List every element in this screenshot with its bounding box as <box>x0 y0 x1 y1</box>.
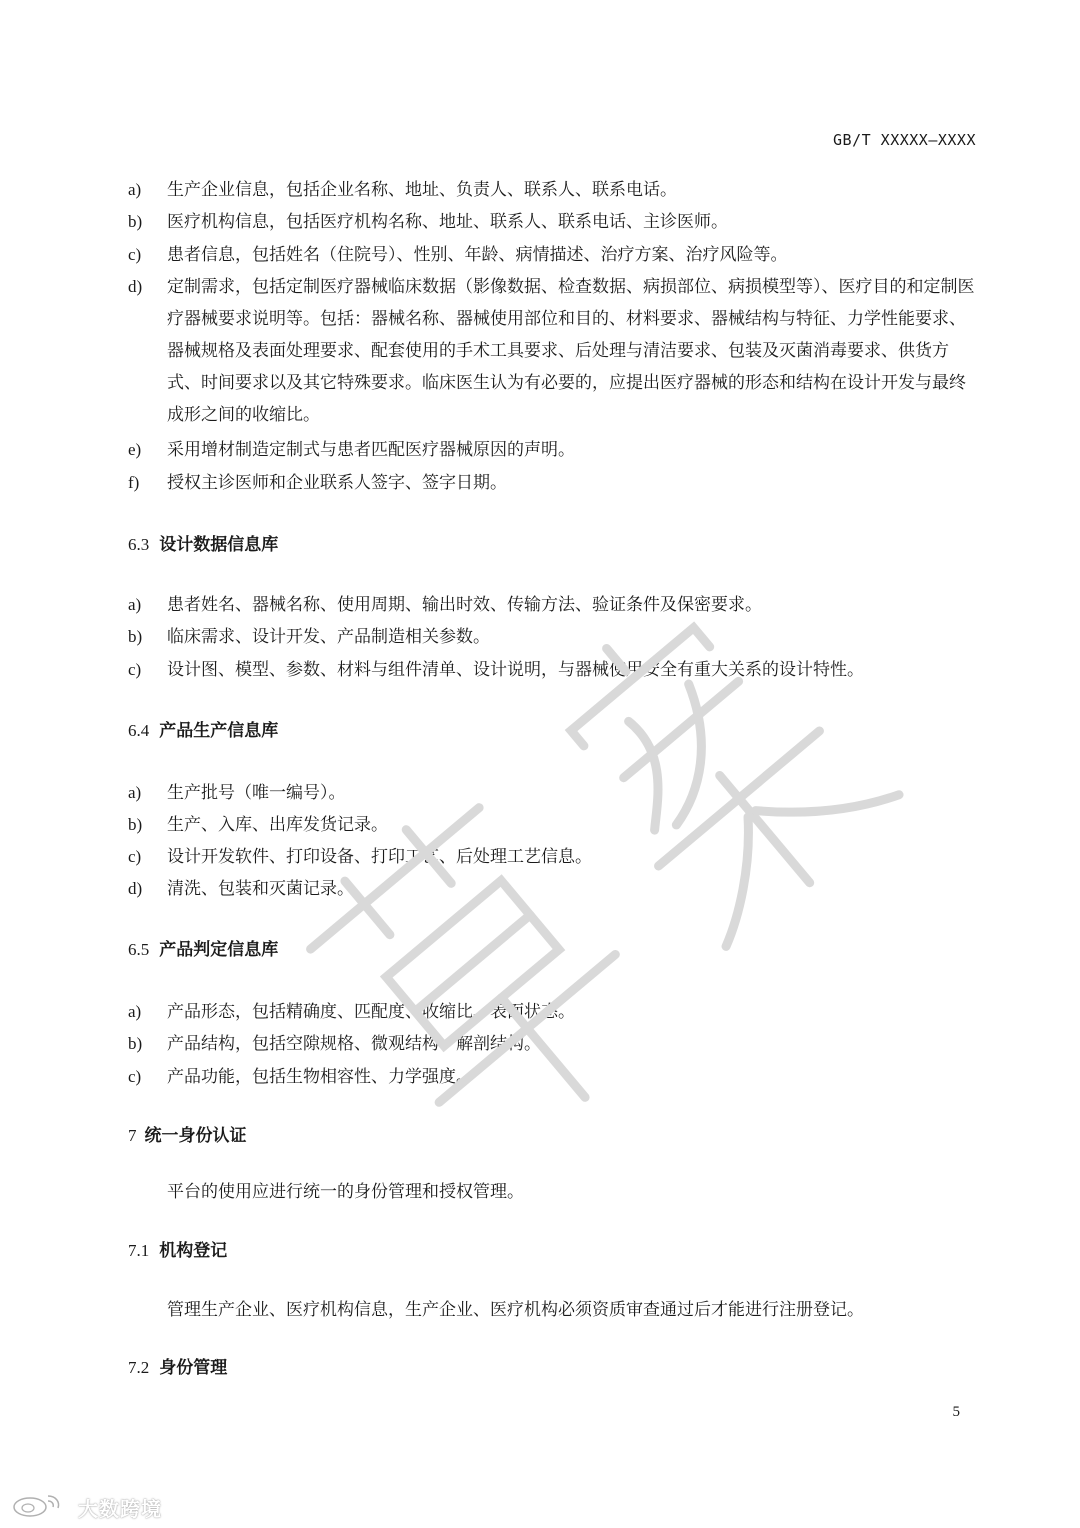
section-number: 7 <box>128 1126 137 1145</box>
list-item <box>128 1028 988 1060</box>
list-item <box>128 239 988 271</box>
list-text: 产品结构，包括空隙规格、微观结构、解剖结构。 <box>167 1034 541 1054</box>
list-text: 设计开发软件、打印设备、打印工艺、后处理工艺信息。 <box>167 847 592 867</box>
list-text: 生产、入库、出库发货记录。 <box>167 815 388 835</box>
list-text: 定制需求，包括定制医疗器械临床数据（影像数据、检查数据、病损部位、病损模型等）、医疗目的和定制医疗器械要求说明等。包括：器械名称、器械使用部位和目的、材料要求、器械结构与特征、力学性能要求、器械规格及表面处理要求、配套使用的手术工具要求、后处理与清洁要求、包装及灭菌消毒要求、供货方式、时间要求以及其它特殊要求。临床医生认为有必要的，应提出医疗器械的形态和结构在设计开发与最终成形之间的收缩比。 <box>167 277 975 425</box>
list-marker: b) <box>128 1034 143 1053</box>
list-marker: b) <box>128 815 143 834</box>
list-item <box>128 654 988 686</box>
section-number: 7.1 <box>128 1241 150 1260</box>
list-item <box>128 1061 988 1093</box>
list-marker: e) <box>128 440 142 459</box>
section-number: 6.5 <box>128 940 150 959</box>
list-text: 临床需求、设计开发、产品制造相关参数。 <box>167 627 490 647</box>
list-marker: c) <box>128 847 142 866</box>
list-marker: f) <box>128 473 140 492</box>
list-text: 清洗、包装和灭菌记录。 <box>167 879 354 899</box>
section-number: 6.4 <box>128 721 150 740</box>
list-item <box>128 809 988 841</box>
section-heading-6-3 <box>128 530 278 560</box>
section-heading-6-4 <box>128 716 278 746</box>
list-text: 医疗机构信息，包括医疗机构名称、地址、联系人、联系电话、主诊医师。 <box>167 212 728 232</box>
list-marker: a) <box>128 1002 142 1021</box>
list-item <box>128 873 988 905</box>
standard-number: GB/T XXXXX—XXXX <box>833 131 976 149</box>
list-text: 采用增材制造定制式与患者匹配医疗器械原因的声明。 <box>167 440 575 460</box>
list-text: 生产企业信息，包括企业名称、地址、负责人、联系人、联系电话。 <box>167 180 677 200</box>
list-item <box>128 777 988 809</box>
section-title: 产品判定信息库 <box>159 940 279 960</box>
list-marker: a) <box>128 595 142 614</box>
list-marker: a) <box>128 180 142 199</box>
list-item <box>128 996 988 1028</box>
section-number: 6.3 <box>128 535 150 554</box>
list-marker: c) <box>128 245 142 264</box>
section-heading-6-5 <box>128 935 278 965</box>
list-item <box>128 434 988 466</box>
section-title: 统一身份认证 <box>144 1126 247 1146</box>
section-number: 7.2 <box>128 1358 150 1377</box>
list-marker: c) <box>128 660 142 679</box>
list-text: 患者姓名、器械名称、使用周期、输出时效、传输方法、验证条件及保密要求。 <box>167 595 762 615</box>
page-number: 5 <box>952 1404 960 1420</box>
list-text: 设计图、模型、参数、材料与组件清单、设计说明，与器械使用安全有重大关系的设计特性。 <box>167 660 864 680</box>
list-item <box>128 589 988 621</box>
section-heading-7 <box>128 1121 247 1151</box>
body-paragraph: 平台的使用应进行统一的身份管理和授权管理。 <box>167 1182 524 1202</box>
list-marker: d) <box>128 879 143 898</box>
list-marker: d) <box>128 277 143 296</box>
list-item <box>128 841 988 873</box>
section-title: 身份管理 <box>159 1358 228 1378</box>
list-item <box>128 206 988 238</box>
list-text: 授权主诊医师和企业联系人签字、签字日期。 <box>167 473 507 493</box>
list-item <box>128 174 988 206</box>
section-heading-7-1 <box>128 1236 227 1266</box>
list-text: 产品形态，包括精确度、匹配度、收缩比、表面状态。 <box>167 1002 575 1022</box>
body-paragraph: 管理生产企业、医疗机构信息，生产企业、医疗机构必须资质审查通过后才能进行注册登记。 <box>167 1300 864 1320</box>
list-text: 产品功能，包括生物相容性、力学强度。 <box>167 1067 473 1087</box>
list-marker: b) <box>128 627 143 646</box>
section-title: 设计数据信息库 <box>159 535 279 555</box>
list-marker: c) <box>128 1067 142 1086</box>
list-text: 生产批号（唯一编号）。 <box>167 783 346 803</box>
section-title: 机构登记 <box>159 1241 228 1261</box>
list-marker: b) <box>128 212 143 231</box>
list-marker: a) <box>128 783 142 802</box>
list-text: 患者信息，包括姓名（住院号）、性别、年龄、病情描述、治疗方案、治疗风险等。 <box>167 245 788 265</box>
weibo-logo-icon <box>10 1492 70 1518</box>
brand-watermark: 大数跨境 <box>78 1497 162 1521</box>
list-item <box>128 271 988 431</box>
section-heading-7-2 <box>128 1353 227 1383</box>
list-item <box>128 467 988 499</box>
section-title: 产品生产信息库 <box>159 721 279 741</box>
list-item <box>128 621 988 653</box>
